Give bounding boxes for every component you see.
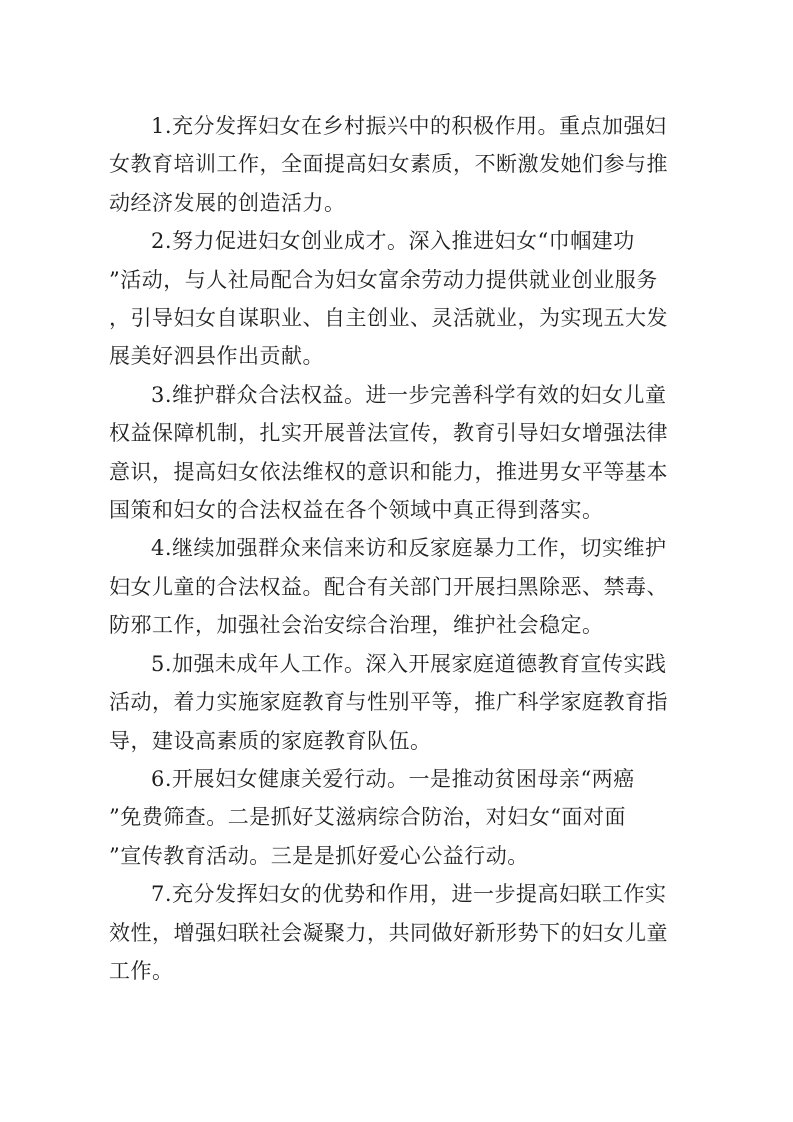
paragraph-line: 权益保障机制，扎实开展普法宣传，教育引导妇女增强法律	[109, 421, 668, 446]
paragraph-line: 意识，提高妇女依法维权的意识和能力，推进男女平等基本	[109, 459, 668, 484]
paragraph-line: 7.充分发挥妇女的优势和作用，进一步提高妇联工作实	[151, 882, 667, 907]
paragraph-line: 妇女儿童的合法权益。配合有关部门开展扫黑除恶、禁毒、	[109, 574, 668, 599]
paragraph-6	[109, 760, 695, 875]
paragraph-line: 1.充分发挥妇女在乡村振兴中的积极作用。重点加强妇	[151, 114, 667, 138]
paragraph-line: 女教育培训工作，全面提高妇女素质，不断激发她们参与推	[109, 152, 668, 177]
paragraph-line: 5.加强未成年人工作。深入开展家庭道德教育宣传实践	[151, 651, 667, 676]
paragraph-line: ”宣传教育活动。三是是抓好爱心公益行动。	[109, 843, 529, 868]
paragraph-1	[109, 107, 695, 222]
paragraph-line: 效性，增强妇联社会凝聚力，共同做好新形势下的妇女儿童	[109, 920, 668, 945]
paragraph-line: 4.继续加强群众来信来访和反家庭暴力工作，切实维护	[151, 536, 667, 561]
paragraph-line: 6.开展妇女健康关爱行动。一是推动贫困母亲“两癌	[151, 766, 635, 791]
paragraph-line: 展美好泗县作出贡献。	[109, 344, 324, 369]
paragraph-line: ”活动，与人社局配合为妇女富余劳动力提供就业创业服务	[109, 267, 658, 292]
document-body	[109, 107, 695, 990]
paragraph-3	[109, 376, 695, 530]
paragraph-7	[109, 875, 695, 990]
paragraph-line: 活动，着力实施家庭教育与性别平等，推广科学家庭教育指	[109, 690, 668, 715]
paragraph-line: 2.努力促进妇女创业成才。深入推进妇女“巾帼建功	[151, 229, 635, 254]
paragraph-line: 动经济发展的创造活力。	[109, 190, 346, 215]
paragraph-line: 防邪工作，加强社会治安综合治理，维护社会稳定。	[109, 613, 604, 638]
paragraph-4	[109, 529, 695, 644]
paragraph-line: 导，建设高素质的家庭教育队伍。	[109, 728, 432, 753]
paragraph-line: ，引导妇女自谋职业、自主创业、灵活就业，为实现五大发	[109, 306, 668, 331]
paragraph-line: 3.维护群众合法权益。进一步完善科学有效的妇女儿童	[151, 382, 667, 407]
paragraph-5	[109, 645, 695, 760]
paragraph-2	[109, 222, 695, 376]
paragraph-line: ”免费筛查。二是抓好艾滋病综合防治，对妇女“面对面	[109, 805, 626, 830]
paragraph-line: 工作。	[109, 958, 174, 983]
paragraph-line: 国策和妇女的合法权益在各个领域中真正得到落实。	[109, 498, 604, 523]
